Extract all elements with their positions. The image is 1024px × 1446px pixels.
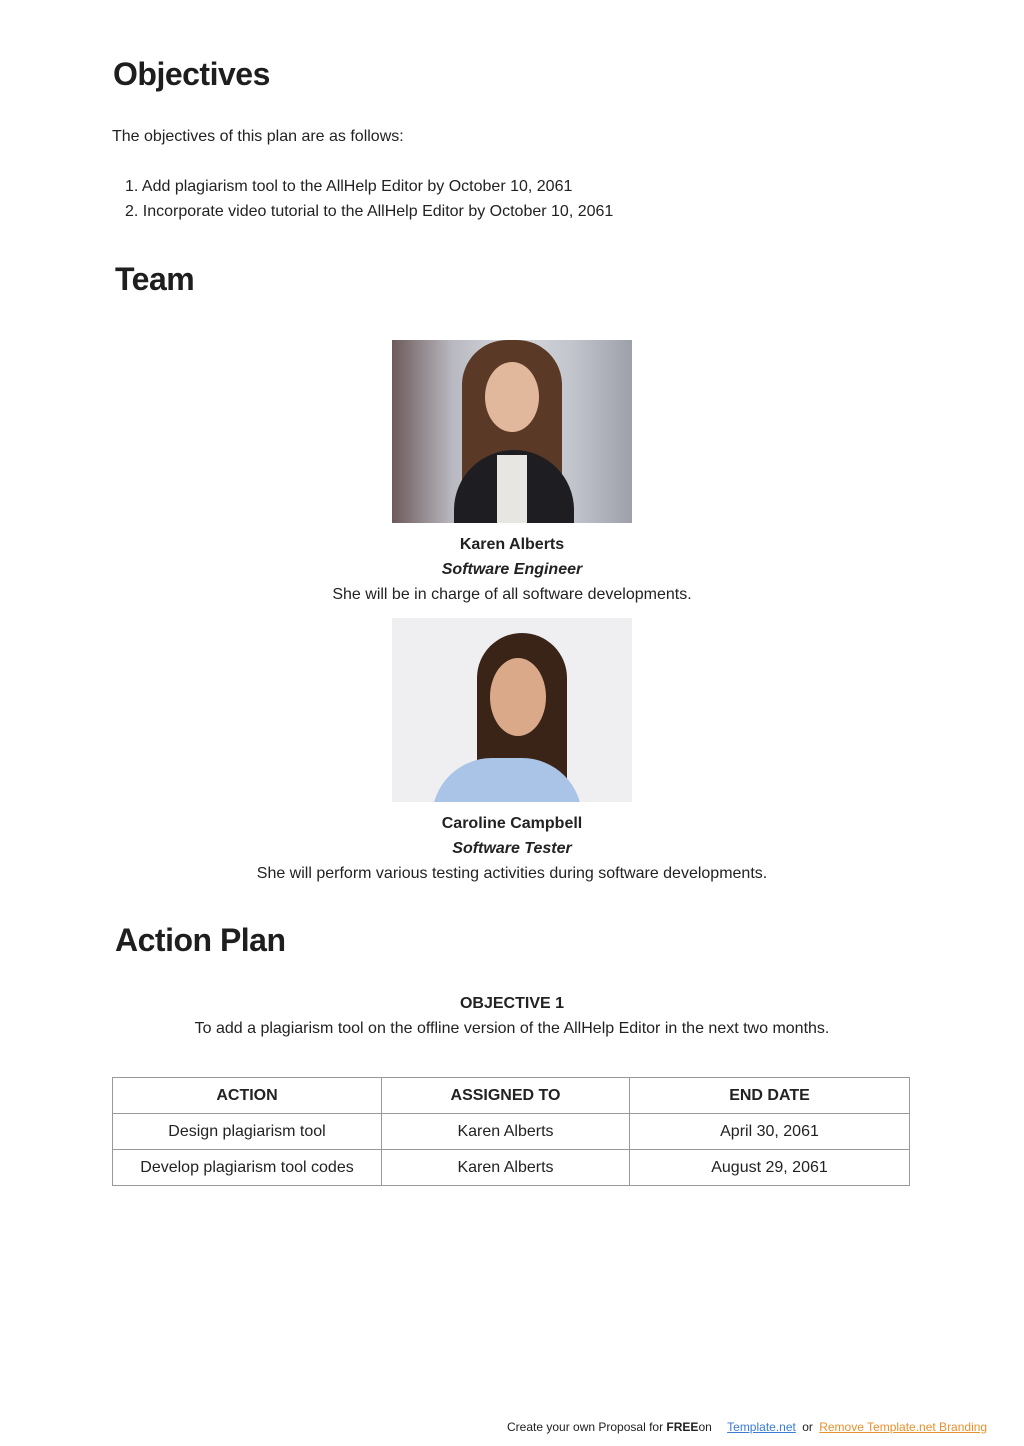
column-header: ACTION [113, 1078, 382, 1114]
table-cell: Develop plagiarism tool codes [113, 1150, 382, 1186]
caroline-campbell-photo [392, 618, 632, 802]
table-cell: April 30, 2061 [630, 1114, 910, 1150]
member-name: Caroline Campbell [441, 815, 583, 832]
footer-or: or [802, 1420, 813, 1434]
action-table [112, 1077, 910, 1186]
template-net-link[interactable]: Template.net [727, 1420, 796, 1434]
objective-text: To add a plagiarism tool on the offline version of the AllHelp Editor in the next two months. [194, 1020, 830, 1037]
objective-item-text: Incorporate video tutorial to the AllHelp Editor by October 10, 2061 [142, 203, 614, 220]
table-row [113, 1114, 910, 1150]
footer-branding [507, 1420, 987, 1434]
footer-free: FREE [666, 1420, 699, 1434]
table-cell: August 29, 2061 [630, 1150, 910, 1186]
member-role: Software Engineer [441, 561, 583, 578]
objective-item-2: 2. Incorporate video tutorial to the AllHelp Editor by October 10, 2061 [125, 203, 614, 220]
member-description: She will perform various testing activities during software developments. [256, 865, 768, 882]
footer-on: on [698, 1420, 712, 1434]
objectives-heading: Objectives [113, 56, 270, 92]
table-header-row [113, 1078, 910, 1114]
objective-title: OBJECTIVE 1 [459, 995, 565, 1012]
member-role: Software Tester [452, 840, 572, 857]
member-name: Karen Alberts [459, 536, 565, 553]
remove-branding-link[interactable]: Remove Template.net Branding [819, 1420, 988, 1434]
table-row [113, 1150, 910, 1186]
objective-item-text: Add plagiarism tool to the AllHelp Editor by October 10, 2061 [141, 178, 573, 195]
footer-prefix: Create your own Proposal for [507, 1420, 664, 1434]
member-description: She will be in charge of all software developments. [332, 586, 692, 603]
objective-item-1: 1. Add plagiarism tool to the AllHelp Editor by October 10, 2061 [125, 178, 573, 195]
karen-alberts-photo [392, 340, 632, 523]
team-heading: Team [115, 261, 195, 297]
column-header: ASSIGNED TO [382, 1078, 630, 1114]
objectives-intro: The objectives of this plan are as follows: [112, 128, 404, 145]
table-cell: Karen Alberts [382, 1114, 630, 1150]
action-plan-heading: Action Plan [115, 922, 286, 958]
table-cell: Karen Alberts [382, 1150, 630, 1186]
column-header: END DATE [630, 1078, 910, 1114]
table-cell: Design plagiarism tool [113, 1114, 382, 1150]
